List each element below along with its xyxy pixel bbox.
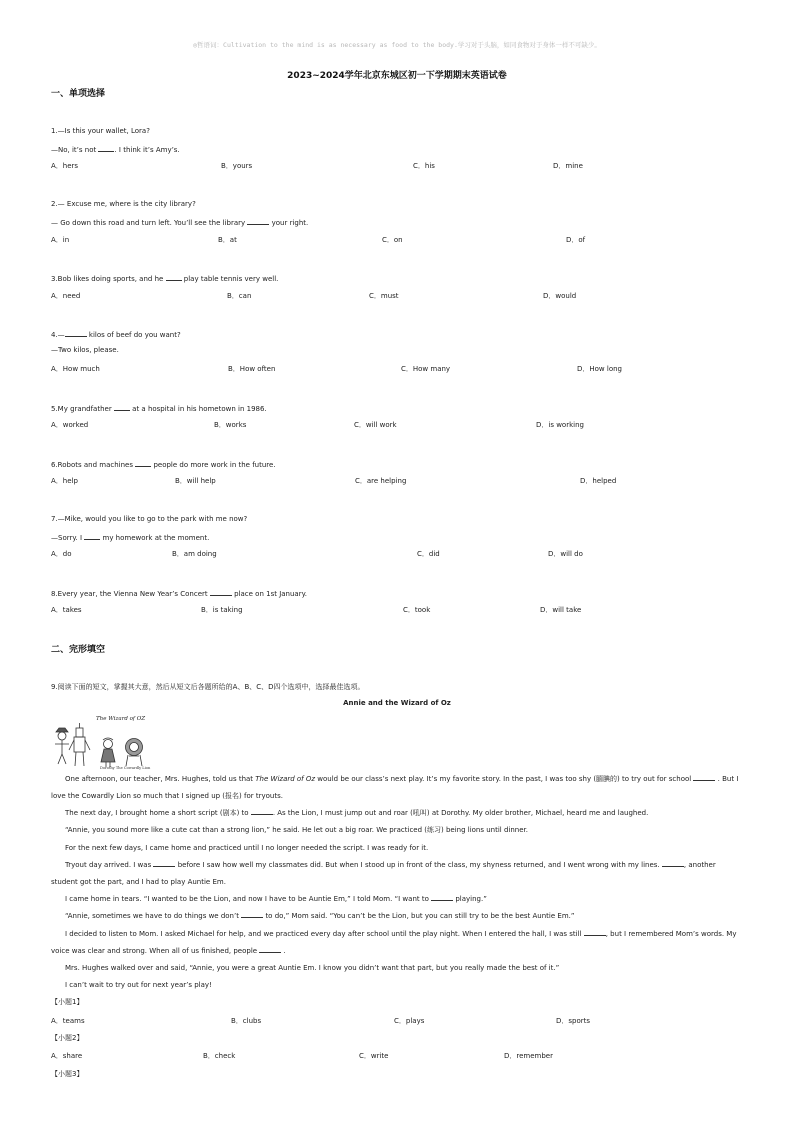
q4-line1: 4.— kilos of beef do you want?: [51, 331, 181, 339]
q1-option-c[interactable]: C．his: [413, 162, 435, 170]
q2-line2: — Go down this road and turn left. You’ll see the library your right.: [51, 219, 309, 227]
q2-option-b[interactable]: B．at: [218, 236, 237, 244]
q4-option-c[interactable]: C．How many: [401, 365, 451, 373]
q8-option-a[interactable]: A．takes: [51, 606, 82, 614]
q4-option-a[interactable]: A．How much: [51, 365, 100, 373]
passage-paragraph-8: I decided to listen to Mom. I asked Michael for help, and we practiced every day after school until the play night. When I entered the hall, I was still , but I remembered Mom’s words. My voice was clear and strong. When all of us finished, people .: [51, 930, 737, 955]
q1-line1: 1.—Is this your wallet, Lora?: [51, 127, 150, 135]
story-title: Annie and the Wizard of Oz: [343, 699, 451, 707]
wizard-of-oz-drawing: [52, 714, 172, 770]
subquestion-3-label: 【小题3】: [51, 1070, 84, 1078]
q5-option-b[interactable]: B．works: [214, 421, 247, 429]
passage-paragraph-9: Mrs. Hughes walked over and said, “Annie, you were a great Auntie Em. I know you didn’t want that part, but you really made the best of it.”: [65, 964, 560, 972]
passage-paragraph-4: For the next few days, I came home and practiced until I no longer needed the script. I was ready for it.: [65, 844, 429, 852]
q1-option-b[interactable]: B．yours: [221, 162, 253, 170]
q2-line1: 2.— Excuse me, where is the city library?: [51, 200, 196, 208]
q3-option-b[interactable]: B．can: [227, 292, 252, 300]
passage-paragraph-1: One afternoon, our teacher, Mrs. Hughes, told us that The Wizard of Oz would be our class’s next play. It’s my favorite story. In the past, I was too shy (腼腆的) to try out for school . But I love the Cowardly Lion so much that I signed up (报名) for tryouts.: [51, 775, 739, 800]
q3-option-a[interactable]: A．need: [51, 292, 81, 300]
passage-paragraph-10: I can’t wait to try out for next year’s play!: [65, 981, 212, 989]
q8-line1: 8.Every year, the Vienna New Year’s Concert place on 1st January.: [51, 590, 307, 598]
svg-text:The Wizard of OZ: The Wizard of OZ: [96, 716, 146, 722]
q7-option-b[interactable]: B．am doing: [172, 550, 217, 558]
subquestion-2-label: 【小题2】: [51, 1034, 84, 1042]
q4-line2: —Two kilos, please.: [51, 346, 119, 354]
q8-option-c[interactable]: C．took: [403, 606, 431, 614]
subquestion-1-label: 【小题1】: [51, 998, 84, 1006]
subquestion-2-option-a[interactable]: A．share: [51, 1052, 83, 1060]
q5-option-d[interactable]: D．is working: [536, 421, 584, 429]
q8-option-d[interactable]: D．will take: [540, 606, 582, 614]
subquestion-1-option-c[interactable]: C．plays: [394, 1017, 425, 1025]
q7-line2: —Sorry. I my homework at the moment.: [51, 534, 210, 542]
subquestion-2-option-b[interactable]: B．check: [203, 1052, 236, 1060]
q6-line1: 6.Robots and machines people do more work in the future.: [51, 461, 276, 469]
q6-option-c[interactable]: C．are helping: [355, 477, 407, 485]
subquestion-1-option-a[interactable]: A．teams: [51, 1017, 85, 1025]
passage-paragraph-6: I came home in tears. “I wanted to be the Lion, and now I have to be Auntie Em,” I told Mom. “I want to playing.”: [65, 895, 487, 903]
q5-option-a[interactable]: A．worked: [51, 421, 89, 429]
section-heading-cloze: 二、完形填空: [51, 645, 106, 655]
watermark-quote: ◎哲语词：Cultivation to the mind is as necessary as food to the body.学习对于头脑，如同食物对于身体一样不可缺少。: [193, 41, 601, 49]
q2-option-a[interactable]: A．in: [51, 236, 70, 244]
passage-paragraph-7: “Annie, sometimes we have to do things we don’t to do,” Mom said. “You can’t be the Lion, but you can still try to be the best Auntie Em.”: [65, 912, 575, 920]
q3-option-c[interactable]: C．must: [369, 292, 399, 300]
q1-option-d[interactable]: D．mine: [553, 162, 583, 170]
subquestion-1-option-b[interactable]: B．clubs: [231, 1017, 262, 1025]
q5-line1: 5.My grandfather at a hospital in his hometown in 1986.: [51, 405, 267, 413]
q4-option-d[interactable]: D．How long: [577, 365, 622, 373]
subquestion-2-option-d[interactable]: D．remember: [504, 1052, 553, 1060]
q4-option-b[interactable]: B．How often: [228, 365, 276, 373]
q7-option-c[interactable]: C．did: [417, 550, 440, 558]
subquestion-2-option-c[interactable]: C．write: [359, 1052, 389, 1060]
passage-paragraph-3: “Annie, you sound more like a cute cat than a strong lion,” he said. He let out a big roar. We practiced (练习) being lions until dinner.: [65, 826, 528, 834]
q7-option-d[interactable]: D．will do: [548, 550, 583, 558]
q6-option-a[interactable]: A．help: [51, 477, 78, 485]
q9-instructions: 9.阅读下面的短文，掌握其大意，然后从短文后各题所给的A、B、C、D四个选项中，选择最佳选项。: [51, 683, 365, 691]
q6-option-b[interactable]: B．will help: [175, 477, 216, 485]
passage-paragraph-5: Tryout day arrived. I was before I saw how well my classmates did. But when I stood up in front of the class, my shyness returned, and I went wrong with my lines. , another student got the part, and I had to play Auntie Em.: [51, 861, 716, 886]
page-title: 2023~2024学年北京东城区初一下学期期末英语试卷: [287, 71, 507, 81]
q6-option-d[interactable]: D．helped: [580, 477, 617, 485]
q2-option-c[interactable]: C．on: [382, 236, 403, 244]
subquestion-1-option-d[interactable]: D．sports: [556, 1017, 591, 1025]
q2-option-d[interactable]: D．of: [566, 236, 586, 244]
q8-option-b[interactable]: B．is taking: [201, 606, 243, 614]
q1-option-a[interactable]: A．hers: [51, 162, 79, 170]
q5-option-c[interactable]: C．will work: [354, 421, 397, 429]
q1-line2: —No, it’s not . I think it’s Amy’s.: [51, 146, 180, 154]
q3-line1: 3.Bob likes doing sports, and he play table tennis very well.: [51, 275, 279, 283]
q7-line1: 7.—Mike, would you like to go to the park with me now?: [51, 515, 248, 523]
passage-paragraph-2: The next day, I brought home a short script (剧本) to . As the Lion, I must jump out and roar (吼叫) at Dorothy. My older brother, Michael, heard me and laughed.: [65, 809, 649, 817]
q7-option-a[interactable]: A．do: [51, 550, 72, 558]
svg-text:Dorothy The Cowardly Lion: Dorothy The Cowardly Lion: [100, 766, 151, 770]
q3-option-d[interactable]: D．would: [543, 292, 577, 300]
section-heading-single-choice: 一、单项选择: [51, 89, 106, 99]
story-illustration: [52, 714, 172, 770]
